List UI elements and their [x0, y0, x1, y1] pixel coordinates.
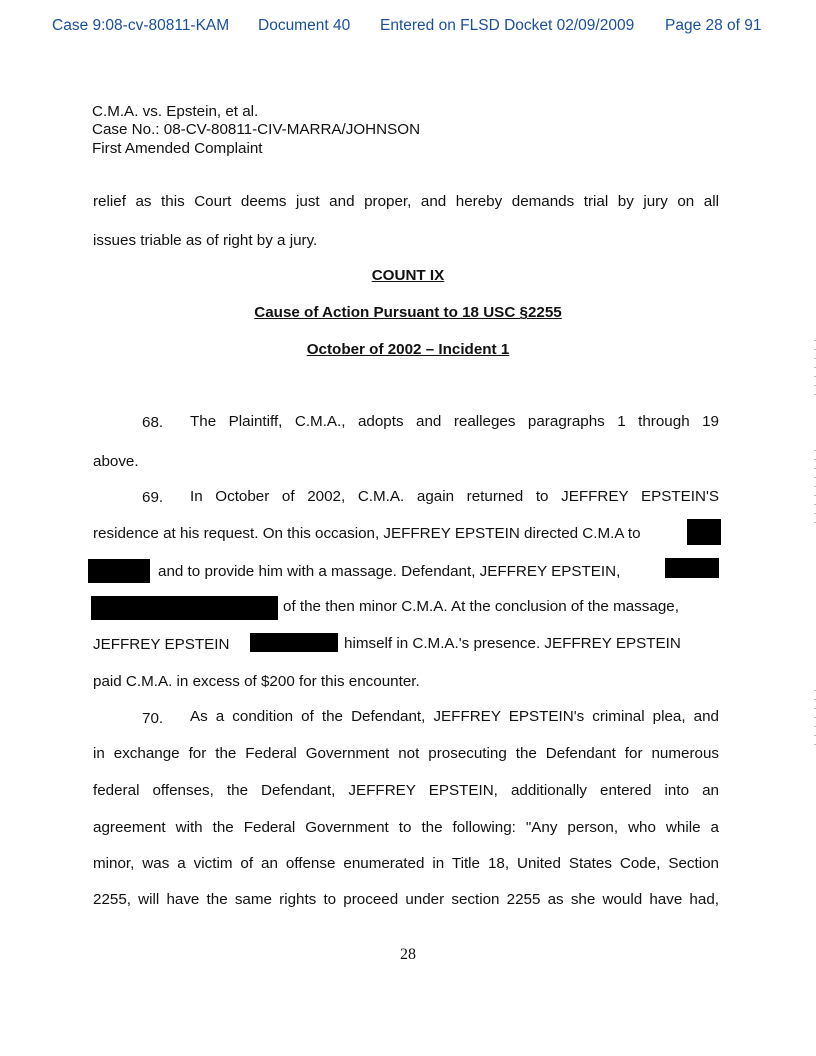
count-heading: COUNT IX	[371, 267, 445, 284]
redaction-box	[665, 558, 719, 578]
redaction-box	[88, 559, 150, 583]
paragraph-69-line: JEFFREY EPSTEIN	[93, 636, 230, 653]
paragraph-70-line: federal offenses, the Defendant, JEFFREY EPSTEIN, additionally entered into an	[93, 783, 719, 799]
paragraph-69-line: himself in C.M.A.'s presence. JEFFREY EPSTEIN	[344, 635, 681, 652]
header-document-number: Document 40	[258, 17, 351, 34]
paragraph-69-line: of the then minor C.M.A. At the conclusion of the massage,	[283, 598, 679, 615]
paragraph-68-line: above.	[93, 453, 139, 470]
caption-case-number: Case No.: 08-CV-80811-CIV-MARRA/JOHNSON	[92, 121, 421, 138]
header-case-number: Case 9:08-cv-80811-KAM	[52, 17, 230, 34]
paragraph-number: 69.	[142, 489, 164, 506]
header-docket-entry: Entered on FLSD Docket 02/09/2009	[380, 17, 635, 34]
caption-parties: C.M.A. vs. Epstein, et al.	[92, 103, 259, 120]
paragraph-70-line: minor, was a victim of an offense enumerated in Title 18, United States Code, Section	[93, 856, 719, 872]
header-page-count: Page 28 of 91	[665, 17, 762, 34]
paragraph-69-line: paid C.M.A. in excess of $200 for this encounter.	[93, 673, 420, 690]
redaction-box	[91, 596, 278, 620]
paragraph-69-line: and to provide him with a massage. Defendant, JEFFREY EPSTEIN,	[158, 563, 621, 580]
page-number: 28	[400, 946, 416, 963]
paragraph-70-line: agreement with the Federal Government to the following: "Any person, who while a	[93, 820, 719, 836]
paragraph-number: 70.	[142, 710, 164, 727]
paragraph-70-line: in exchange for the Federal Government not prosecuting the Defendant for numerous	[93, 746, 719, 762]
redaction-box	[250, 633, 338, 652]
paragraph-69-line: In October of 2002, C.M.A. again returned to JEFFREY EPSTEIN'S	[190, 489, 719, 505]
paragraph-68-line: The Plaintiff, C.M.A., adopts and realleges paragraphs 1 through 19	[190, 414, 719, 430]
paragraph-70-line: As a condition of the Defendant, JEFFREY EPSTEIN's criminal plea, and	[190, 709, 719, 725]
cause-heading: Cause of Action Pursuant to 18 USC §2255	[254, 304, 562, 321]
intro-line: relief as this Court deems just and proper, and hereby demands trial by jury on all	[93, 194, 719, 210]
intro-line: issues triable as of right by a jury.	[93, 232, 318, 249]
incident-heading: October of 2002 – Incident 1	[306, 341, 510, 358]
caption-document-title: First Amended Complaint	[92, 140, 263, 157]
redaction-box	[687, 519, 721, 545]
paragraph-70-line: 2255, will have the same rights to proceed under section 2255 as she would have had,	[93, 892, 719, 908]
paragraph-69-line: residence at his request. On this occasion, JEFFREY EPSTEIN directed C.M.A to	[93, 525, 641, 542]
paragraph-number: 68.	[142, 414, 164, 431]
